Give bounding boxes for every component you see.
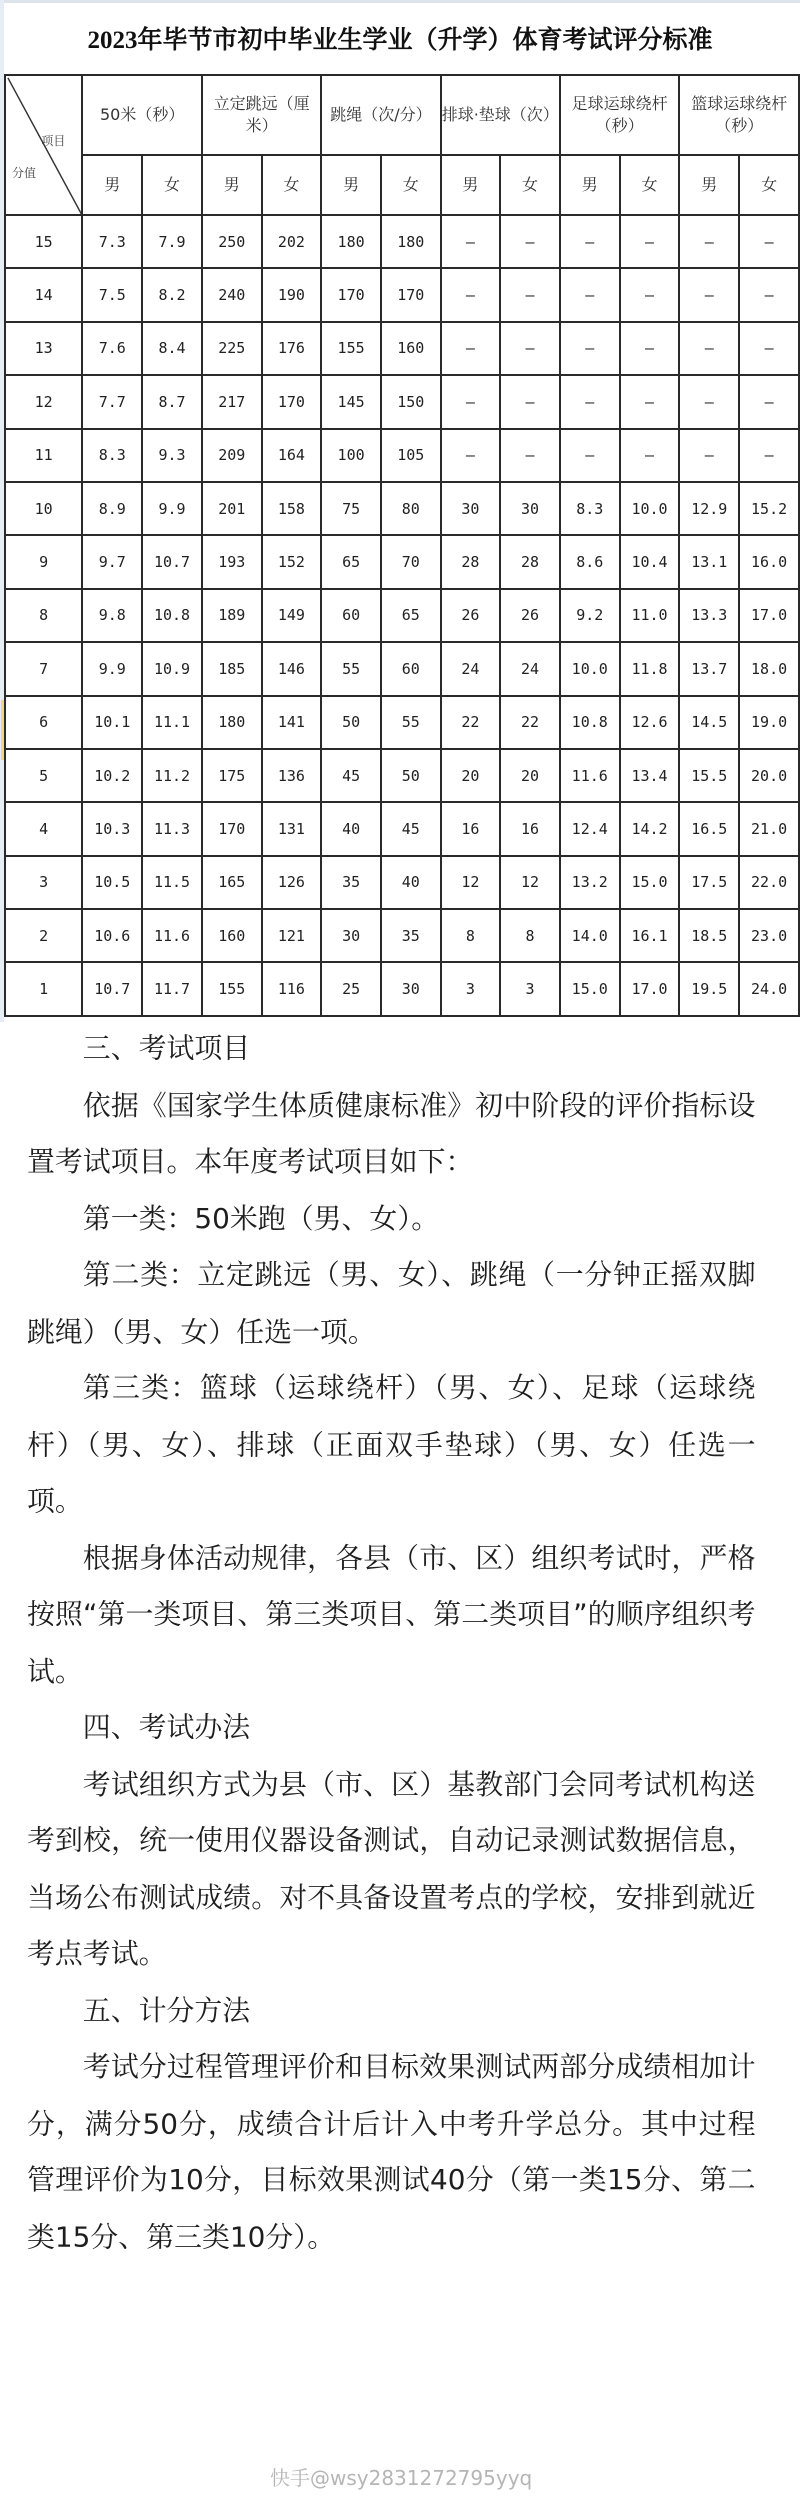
table-cell: –: [620, 322, 680, 375]
table-cell: –: [739, 375, 799, 428]
table-cell: 30: [321, 909, 381, 962]
score-cell: 8: [5, 589, 82, 642]
table-cell: 180: [381, 215, 441, 268]
table-cell: 15.5: [679, 749, 739, 802]
score-cell: 15: [5, 215, 82, 268]
table-cell: 55: [321, 642, 381, 695]
table-cell: 30: [381, 962, 441, 1015]
table-cell: 17.0: [620, 962, 680, 1015]
header-standing-long-jump: 立定跳远（厘米）: [202, 75, 321, 155]
table-cell: 16: [441, 802, 501, 855]
table-cell: 11.2: [142, 749, 202, 802]
table-cell: 16: [500, 802, 560, 855]
table-cell: –: [560, 268, 620, 321]
table-cell: –: [679, 429, 739, 482]
table-cell: 23.0: [739, 909, 799, 962]
table-cell: 11.3: [142, 802, 202, 855]
table-cell: 13.3: [679, 589, 739, 642]
table-cell: 55: [381, 696, 441, 749]
table-cell: 17.0: [739, 589, 799, 642]
table-cell: 24.0: [739, 962, 799, 1015]
table-cell: 18.5: [679, 909, 739, 962]
gender-header-cell: 女: [381, 155, 441, 215]
table-cell: 170: [202, 802, 262, 855]
table-cell: 65: [381, 589, 441, 642]
table-cell: 136: [262, 749, 322, 802]
table-cell: 11.6: [142, 909, 202, 962]
table-cell: –: [620, 215, 680, 268]
table-cell: 19.5: [679, 962, 739, 1015]
section-4-paragraph-1: 考试组织方式为县（市、区）基教部门会同考试机构送考到校，统一使用仪器设备测试，自动记录测试数据信息，当场公布测试成绩。对不具备设置考点的学校，安排到就近考点考试。: [27, 1768, 756, 1971]
table-cell: –: [739, 268, 799, 321]
table-cell: –: [679, 215, 739, 268]
table-cell: 170: [321, 268, 381, 321]
score-cell: 6: [5, 696, 82, 749]
score-cell: 4: [5, 802, 82, 855]
score-cell: 3: [5, 856, 82, 909]
table-cell: –: [441, 215, 501, 268]
table-cell: 8.3: [82, 429, 142, 482]
table-cell: 10.4: [620, 535, 680, 588]
table-cell: 8.7: [142, 375, 202, 428]
table-cell: 7.5: [82, 268, 142, 321]
table-cell: 35: [381, 909, 441, 962]
table-cell: –: [441, 429, 501, 482]
table-row: [5, 375, 799, 428]
table-cell: 24: [500, 642, 560, 695]
table-cell: 21.0: [739, 802, 799, 855]
table-row: [5, 268, 799, 321]
table-cell: 240: [202, 268, 262, 321]
score-cell: 9: [5, 535, 82, 588]
score-cell: 14: [5, 268, 82, 321]
table-cell: 7.6: [82, 322, 142, 375]
table-cell: 180: [202, 696, 262, 749]
table-cell: 60: [321, 589, 381, 642]
table-cell: 30: [500, 482, 560, 535]
table-row: [5, 429, 799, 482]
table-cell: 3: [441, 962, 501, 1015]
table-cell: 10.0: [620, 482, 680, 535]
table-cell: 8.9: [82, 482, 142, 535]
table-cell: –: [620, 375, 680, 428]
table-cell: 100: [321, 429, 381, 482]
table-cell: 141: [262, 696, 322, 749]
table-cell: 10.6: [82, 909, 142, 962]
table-cell: 10.9: [142, 642, 202, 695]
table-cell: 11.5: [142, 856, 202, 909]
table-cell: 9.8: [82, 589, 142, 642]
table-cell: 12: [441, 856, 501, 909]
gender-header-cell: 男: [202, 155, 262, 215]
table-row: [5, 535, 799, 588]
table-cell: 15.2: [739, 482, 799, 535]
table-cell: 12.9: [679, 482, 739, 535]
table-cell: 158: [262, 482, 322, 535]
table-cell: 160: [202, 909, 262, 962]
table-cell: 180: [321, 215, 381, 268]
table-cell: 10.7: [82, 962, 142, 1015]
table-row: [5, 482, 799, 535]
table-cell: 10.1: [82, 696, 142, 749]
table-cell: 10.7: [142, 535, 202, 588]
table-cell: 11.7: [142, 962, 202, 1015]
table-cell: 152: [262, 535, 322, 588]
gender-header-cell: 女: [620, 155, 680, 215]
header-50m: 50米（秒）: [82, 75, 202, 155]
table-row: [5, 696, 799, 749]
table-cell: 202: [262, 215, 322, 268]
gender-header-cell: 女: [739, 155, 799, 215]
table-cell: –: [679, 322, 739, 375]
table-cell: 185: [202, 642, 262, 695]
table-cell: –: [560, 429, 620, 482]
section-5-heading: 五、计分方法: [82, 1994, 251, 2028]
table-cell: –: [441, 268, 501, 321]
table-row: [5, 962, 799, 1015]
table-cell: –: [560, 322, 620, 375]
table-cell: –: [560, 215, 620, 268]
table-cell: 250: [202, 215, 262, 268]
table-cell: 26: [500, 589, 560, 642]
table-cell: 40: [321, 802, 381, 855]
table-cell: 146: [262, 642, 322, 695]
table-cell: 10.3: [82, 802, 142, 855]
gender-header-cell: 女: [142, 155, 202, 215]
table-cell: 20.0: [739, 749, 799, 802]
table-cell: 50: [321, 696, 381, 749]
gender-header-cell: 男: [679, 155, 739, 215]
gender-header-cell: 男: [321, 155, 381, 215]
score-cell: 11: [5, 429, 82, 482]
table-cell: 13.7: [679, 642, 739, 695]
table-cell: 65: [321, 535, 381, 588]
table-cell: 165: [202, 856, 262, 909]
table-cell: –: [620, 268, 680, 321]
table-cell: 14.2: [620, 802, 680, 855]
gender-header-cell: 女: [500, 155, 560, 215]
table-cell: 8: [441, 909, 501, 962]
table-cell: 8.3: [560, 482, 620, 535]
table-row: [5, 642, 799, 695]
table-cell: 8.6: [560, 535, 620, 588]
section-3-paragraph-5: 根据身体活动规律，各县（市、区）组织考试时，严格按照“第一类项目、第三类项目、第二类项目”的顺序组织考试。: [27, 1542, 756, 1688]
score-cell: 12: [5, 375, 82, 428]
table-row: [5, 856, 799, 909]
gender-header-row: [5, 155, 799, 215]
table-cell: 149: [262, 589, 322, 642]
table-cell: 16.0: [739, 535, 799, 588]
table-cell: 35: [321, 856, 381, 909]
table-cell: 131: [262, 802, 322, 855]
corner-header: [5, 75, 82, 215]
section-3-paragraph-2: 第一类：50米跑（男、女）。: [82, 1202, 440, 1236]
table-cell: 155: [202, 962, 262, 1015]
section-4-heading: 四、考试办法: [82, 1711, 251, 1745]
table-cell: 45: [321, 749, 381, 802]
header-rope-skipping: 跳绳（次/分）: [321, 75, 440, 155]
table-cell: 176: [262, 322, 322, 375]
table-cell: 175: [202, 749, 262, 802]
table-row: [5, 322, 799, 375]
table-cell: 22: [500, 696, 560, 749]
score-table: [4, 74, 800, 1017]
section-3-paragraph-1: 依据《国家学生体质健康标准》初中阶段的评价指标设置考试项目。本年度考试项目如下：: [27, 1089, 756, 1179]
table-cell: 209: [202, 429, 262, 482]
gender-header-cell: 女: [262, 155, 322, 215]
table-cell: –: [500, 375, 560, 428]
table-cell: –: [441, 375, 501, 428]
table-cell: 201: [202, 482, 262, 535]
table-cell: 22.0: [739, 856, 799, 909]
table-cell: –: [500, 215, 560, 268]
table-cell: 10.0: [560, 642, 620, 695]
table-cell: 11.6: [560, 749, 620, 802]
table-cell: 12: [500, 856, 560, 909]
table-cell: 70: [381, 535, 441, 588]
table-cell: 28: [500, 535, 560, 588]
header-football: 足球运球绕杆（秒）: [560, 75, 680, 155]
table-cell: 15.0: [560, 962, 620, 1015]
table-cell: 145: [321, 375, 381, 428]
table-cell: 18.0: [739, 642, 799, 695]
gender-header-cell: 男: [441, 155, 501, 215]
table-cell: 9.3: [142, 429, 202, 482]
table-cell: 3: [500, 962, 560, 1015]
gender-header-cell: 男: [82, 155, 142, 215]
header-basketball: 篮球运球绕杆（秒）: [679, 75, 799, 155]
table-cell: 170: [262, 375, 322, 428]
table-cell: 189: [202, 589, 262, 642]
table-cell: 10.2: [82, 749, 142, 802]
gender-header-cell: 男: [560, 155, 620, 215]
table-cell: 10.5: [82, 856, 142, 909]
table-cell: 105: [381, 429, 441, 482]
table-cell: 160: [381, 322, 441, 375]
table-row: [5, 589, 799, 642]
table-cell: 11.1: [142, 696, 202, 749]
table-cell: 40: [381, 856, 441, 909]
score-cell: 10: [5, 482, 82, 535]
section-3-heading: 三、考试项目: [82, 1032, 251, 1066]
table-row: [5, 909, 799, 962]
table-cell: 121: [262, 909, 322, 962]
table-cell: –: [620, 429, 680, 482]
table-cell: 13.2: [560, 856, 620, 909]
table-cell: 7.7: [82, 375, 142, 428]
corner-item-label: 项目: [41, 134, 66, 148]
table-row: [5, 749, 799, 802]
score-cell: 7: [5, 642, 82, 695]
table-cell: 12.4: [560, 802, 620, 855]
table-cell: 25: [321, 962, 381, 1015]
table-cell: 217: [202, 375, 262, 428]
table-cell: –: [739, 215, 799, 268]
table-cell: 8: [500, 909, 560, 962]
table-cell: 11.0: [620, 589, 680, 642]
table-row: [5, 802, 799, 855]
table-cell: 19.0: [739, 696, 799, 749]
table-cell: 9.2: [560, 589, 620, 642]
table-cell: 150: [381, 375, 441, 428]
table-cell: 80: [381, 482, 441, 535]
table-cell: 14.0: [560, 909, 620, 962]
table-cell: 8.4: [142, 322, 202, 375]
table-cell: 9.7: [82, 535, 142, 588]
table-cell: 15.0: [620, 856, 680, 909]
table-cell: –: [500, 322, 560, 375]
table-cell: –: [739, 429, 799, 482]
table-cell: 45: [381, 802, 441, 855]
table-cell: 8.2: [142, 268, 202, 321]
table-cell: 60: [381, 642, 441, 695]
score-cell: 2: [5, 909, 82, 962]
table-cell: 170: [381, 268, 441, 321]
table-cell: 9.9: [142, 482, 202, 535]
table-cell: 193: [202, 535, 262, 588]
score-cell: 1: [5, 962, 82, 1015]
score-cell: 5: [5, 749, 82, 802]
table-cell: 24: [441, 642, 501, 695]
table-row: [5, 215, 799, 268]
table-cell: 16.1: [620, 909, 680, 962]
section-3-paragraph-3: 第二类：立定跳远（男、女）、跳绳（一分钟正摇双脚跳绳）（男、女）任选一项。: [27, 1259, 756, 1349]
table-cell: –: [500, 429, 560, 482]
document-body: [27, 1022, 756, 2267]
table-cell: 14.5: [679, 696, 739, 749]
watermark: 快手@wsy2831272795yyq: [270, 2466, 533, 2490]
table-cell: 10.8: [560, 696, 620, 749]
section-5-paragraph-1: 考试分过程管理评价和目标效果测试两部分成绩相加计分，满分50分，成绩合计后计入中考升学总分。其中过程管理评价为10分，目标效果测试40分（第一类15分、第二类15分、第三类10分）。: [27, 2051, 756, 2254]
table-cell: 22: [441, 696, 501, 749]
table-cell: 225: [202, 322, 262, 375]
score-cell: 13: [5, 322, 82, 375]
table-cell: –: [500, 268, 560, 321]
table-cell: 28: [441, 535, 501, 588]
section-3-paragraph-4: 第三类：篮球（运球绕杆）（男、女）、足球（运球绕杆）（男、女）、排球（正面双手垫球）（男、女）任选一项。: [27, 1372, 756, 1518]
table-cell: 20: [500, 749, 560, 802]
table-cell: 9.9: [82, 642, 142, 695]
table-cell: 190: [262, 268, 322, 321]
header-volleyball: 排球·垫球（次）: [441, 75, 560, 155]
table-cell: 7.3: [82, 215, 142, 268]
table-body: [5, 215, 799, 1016]
table-cell: –: [679, 268, 739, 321]
table-cell: 50: [381, 749, 441, 802]
table-cell: –: [679, 375, 739, 428]
table-cell: –: [560, 375, 620, 428]
table-cell: 13.1: [679, 535, 739, 588]
table-cell: 30: [441, 482, 501, 535]
table-cell: 17.5: [679, 856, 739, 909]
table-cell: 12.6: [620, 696, 680, 749]
table-cell: 26: [441, 589, 501, 642]
table-cell: 13.4: [620, 749, 680, 802]
table-cell: 75: [321, 482, 381, 535]
table-cell: 7.9: [142, 215, 202, 268]
table-cell: 16.5: [679, 802, 739, 855]
table-cell: 155: [321, 322, 381, 375]
table-cell: 116: [262, 962, 322, 1015]
table-cell: 10.8: [142, 589, 202, 642]
table-cell: –: [441, 322, 501, 375]
corner-score-label: 分值: [12, 166, 37, 180]
document-title: 2023年毕节市初中毕业生学业（升学）体育考试评分标准: [87, 26, 713, 54]
table-cell: –: [739, 322, 799, 375]
table-cell: 20: [441, 749, 501, 802]
table-cell: 11.8: [620, 642, 680, 695]
table-cell: 164: [262, 429, 322, 482]
table-cell: 126: [262, 856, 322, 909]
